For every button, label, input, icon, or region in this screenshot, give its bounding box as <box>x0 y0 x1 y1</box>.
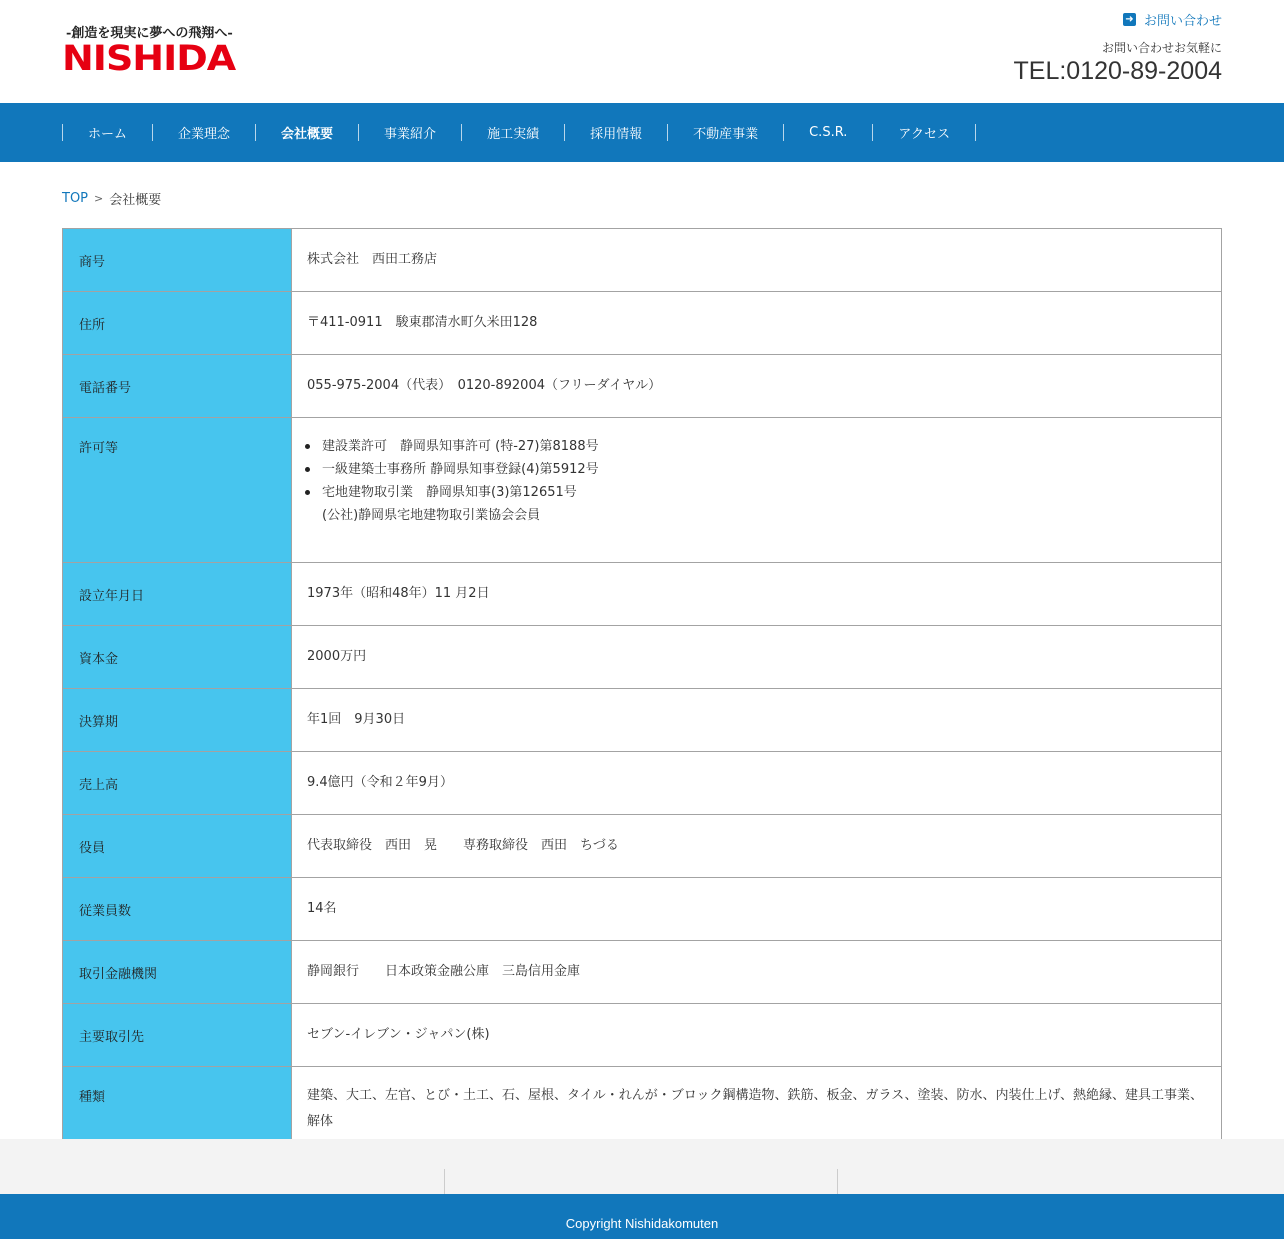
row-value: 代表取締役 西田 晃 専務取締役 西田 ちづる <box>292 815 1222 878</box>
footer-divider <box>837 1169 838 1194</box>
nav-link-home[interactable]: ホーム <box>88 127 128 142</box>
main-nav <box>0 103 1284 162</box>
nav-link-access[interactable]: アクセス <box>898 127 951 142</box>
contact-link[interactable] <box>1123 10 1222 29</box>
company-info-table <box>62 228 1222 1152</box>
nav-link-recruit[interactable]: 採用情報 <box>590 127 643 142</box>
row-value: 〒411-0911 駿東郡清水町久米田128 <box>292 292 1222 355</box>
list-item: (公社)静岡県宅地建物取引業協会会員 <box>322 508 541 523</box>
nav-link-realestate[interactable]: 不動産事業 <box>693 127 759 142</box>
table-row <box>63 418 1222 563</box>
nav-item-home <box>62 124 152 141</box>
row-value: 14名 <box>292 878 1222 941</box>
list-item: 宅地建物取引業 静岡県知事(3)第12651号 <box>307 481 1206 504</box>
row-value: 静岡銀行 日本政策金融公庫 三島信用金庫 <box>292 941 1222 1004</box>
table-row <box>63 878 1222 941</box>
breadcrumb-current: 会社概要 <box>109 193 162 208</box>
permit-list <box>307 435 1206 527</box>
row-value: 建築、大工、左官、とび・土工、石、屋根、タイル・れんが・ブロック鋼構造物、鉄筋、板金、ガラス、塗装、防水、内装仕上げ、熱絶縁、建具工事業、解体 <box>292 1067 1222 1152</box>
row-label: 住所 <box>63 292 292 355</box>
table-row <box>63 752 1222 815</box>
nav-item-access <box>872 124 976 141</box>
table-row <box>63 563 1222 626</box>
row-label: 電話番号 <box>63 355 292 418</box>
arrow-right-icon: ➜ <box>1123 13 1136 26</box>
nav-item-realestate <box>667 124 783 141</box>
row-value: 1973年（昭和48年）11 月2日 <box>292 563 1222 626</box>
row-label: 売上高 <box>63 752 292 815</box>
contact-link-label: お問い合わせ <box>1143 14 1222 29</box>
table-row <box>63 689 1222 752</box>
row-label: 役員 <box>63 815 292 878</box>
table-row <box>63 292 1222 355</box>
phone-number: TEL:0120-89-2004 <box>1013 57 1222 85</box>
row-label: 決算期 <box>63 689 292 752</box>
nav-list <box>62 103 976 162</box>
row-value <box>292 418 1222 563</box>
copyright-text: Copyright Nishidakomuten <box>565 1216 719 1231</box>
site-logo[interactable] <box>62 22 242 82</box>
breadcrumb-top-link[interactable]: TOP <box>62 191 89 206</box>
breadcrumb-separator: > <box>94 192 104 205</box>
nav-link-company[interactable]: 会社概要 <box>281 127 334 142</box>
table-row <box>63 1004 1222 1067</box>
row-label: 取引金融機関 <box>63 941 292 1004</box>
footer-copyright-bar <box>0 1194 1284 1239</box>
table-row <box>63 355 1222 418</box>
row-label: 従業員数 <box>63 878 292 941</box>
nav-link-csr[interactable]: C.S.R. <box>809 125 848 140</box>
list-item: 一級建築士事務所 静岡県知事登録(4)第5912号 <box>307 458 1206 481</box>
row-label: 許可等 <box>63 418 292 563</box>
row-value: 株式会社 西田工務店 <box>292 229 1222 292</box>
nav-item-company <box>255 124 358 141</box>
footer-divider <box>444 1169 445 1194</box>
table-row <box>63 815 1222 878</box>
nav-item-recruit <box>564 124 667 141</box>
row-label: 種類 <box>63 1067 292 1152</box>
row-label: 資本金 <box>63 626 292 689</box>
row-value: セブン‐イレブン・ジャパン(株) <box>292 1004 1222 1067</box>
row-value: 2000万円 <box>292 626 1222 689</box>
table-row <box>63 626 1222 689</box>
nav-item-csr <box>783 124 872 141</box>
row-value: 055-975-2004（代表） 0120-892004（フリーダイヤル） <box>292 355 1222 418</box>
site-header <box>0 0 1284 103</box>
footer-widget-area <box>0 1139 1284 1194</box>
table-row <box>63 229 1222 292</box>
list-item: 建設業許可 静岡県知事許可 (特-27)第8188号 <box>307 435 1206 458</box>
row-value: 9.4億円（令和２年9月） <box>292 752 1222 815</box>
nav-item-works <box>461 124 564 141</box>
nav-item-philosophy <box>152 124 255 141</box>
contact-note: お問い合わせお気軽に <box>1101 41 1222 55</box>
logo-tagline: -創造を現実に夢への飛翔へ- <box>66 26 233 41</box>
nav-link-philosophy[interactable]: 企業理念 <box>178 127 231 142</box>
row-value: 年1回 9月30日 <box>292 689 1222 752</box>
row-label: 設立年月日 <box>63 563 292 626</box>
row-label: 商号 <box>63 229 292 292</box>
breadcrumb <box>62 189 161 208</box>
nav-link-business[interactable]: 事業紹介 <box>384 127 437 142</box>
table-row <box>63 941 1222 1004</box>
nav-link-works[interactable]: 施工実績 <box>487 127 540 142</box>
logo-wordmark: NISHIDA <box>62 38 236 79</box>
nav-item-business <box>358 124 461 141</box>
row-label: 主要取引先 <box>63 1004 292 1067</box>
